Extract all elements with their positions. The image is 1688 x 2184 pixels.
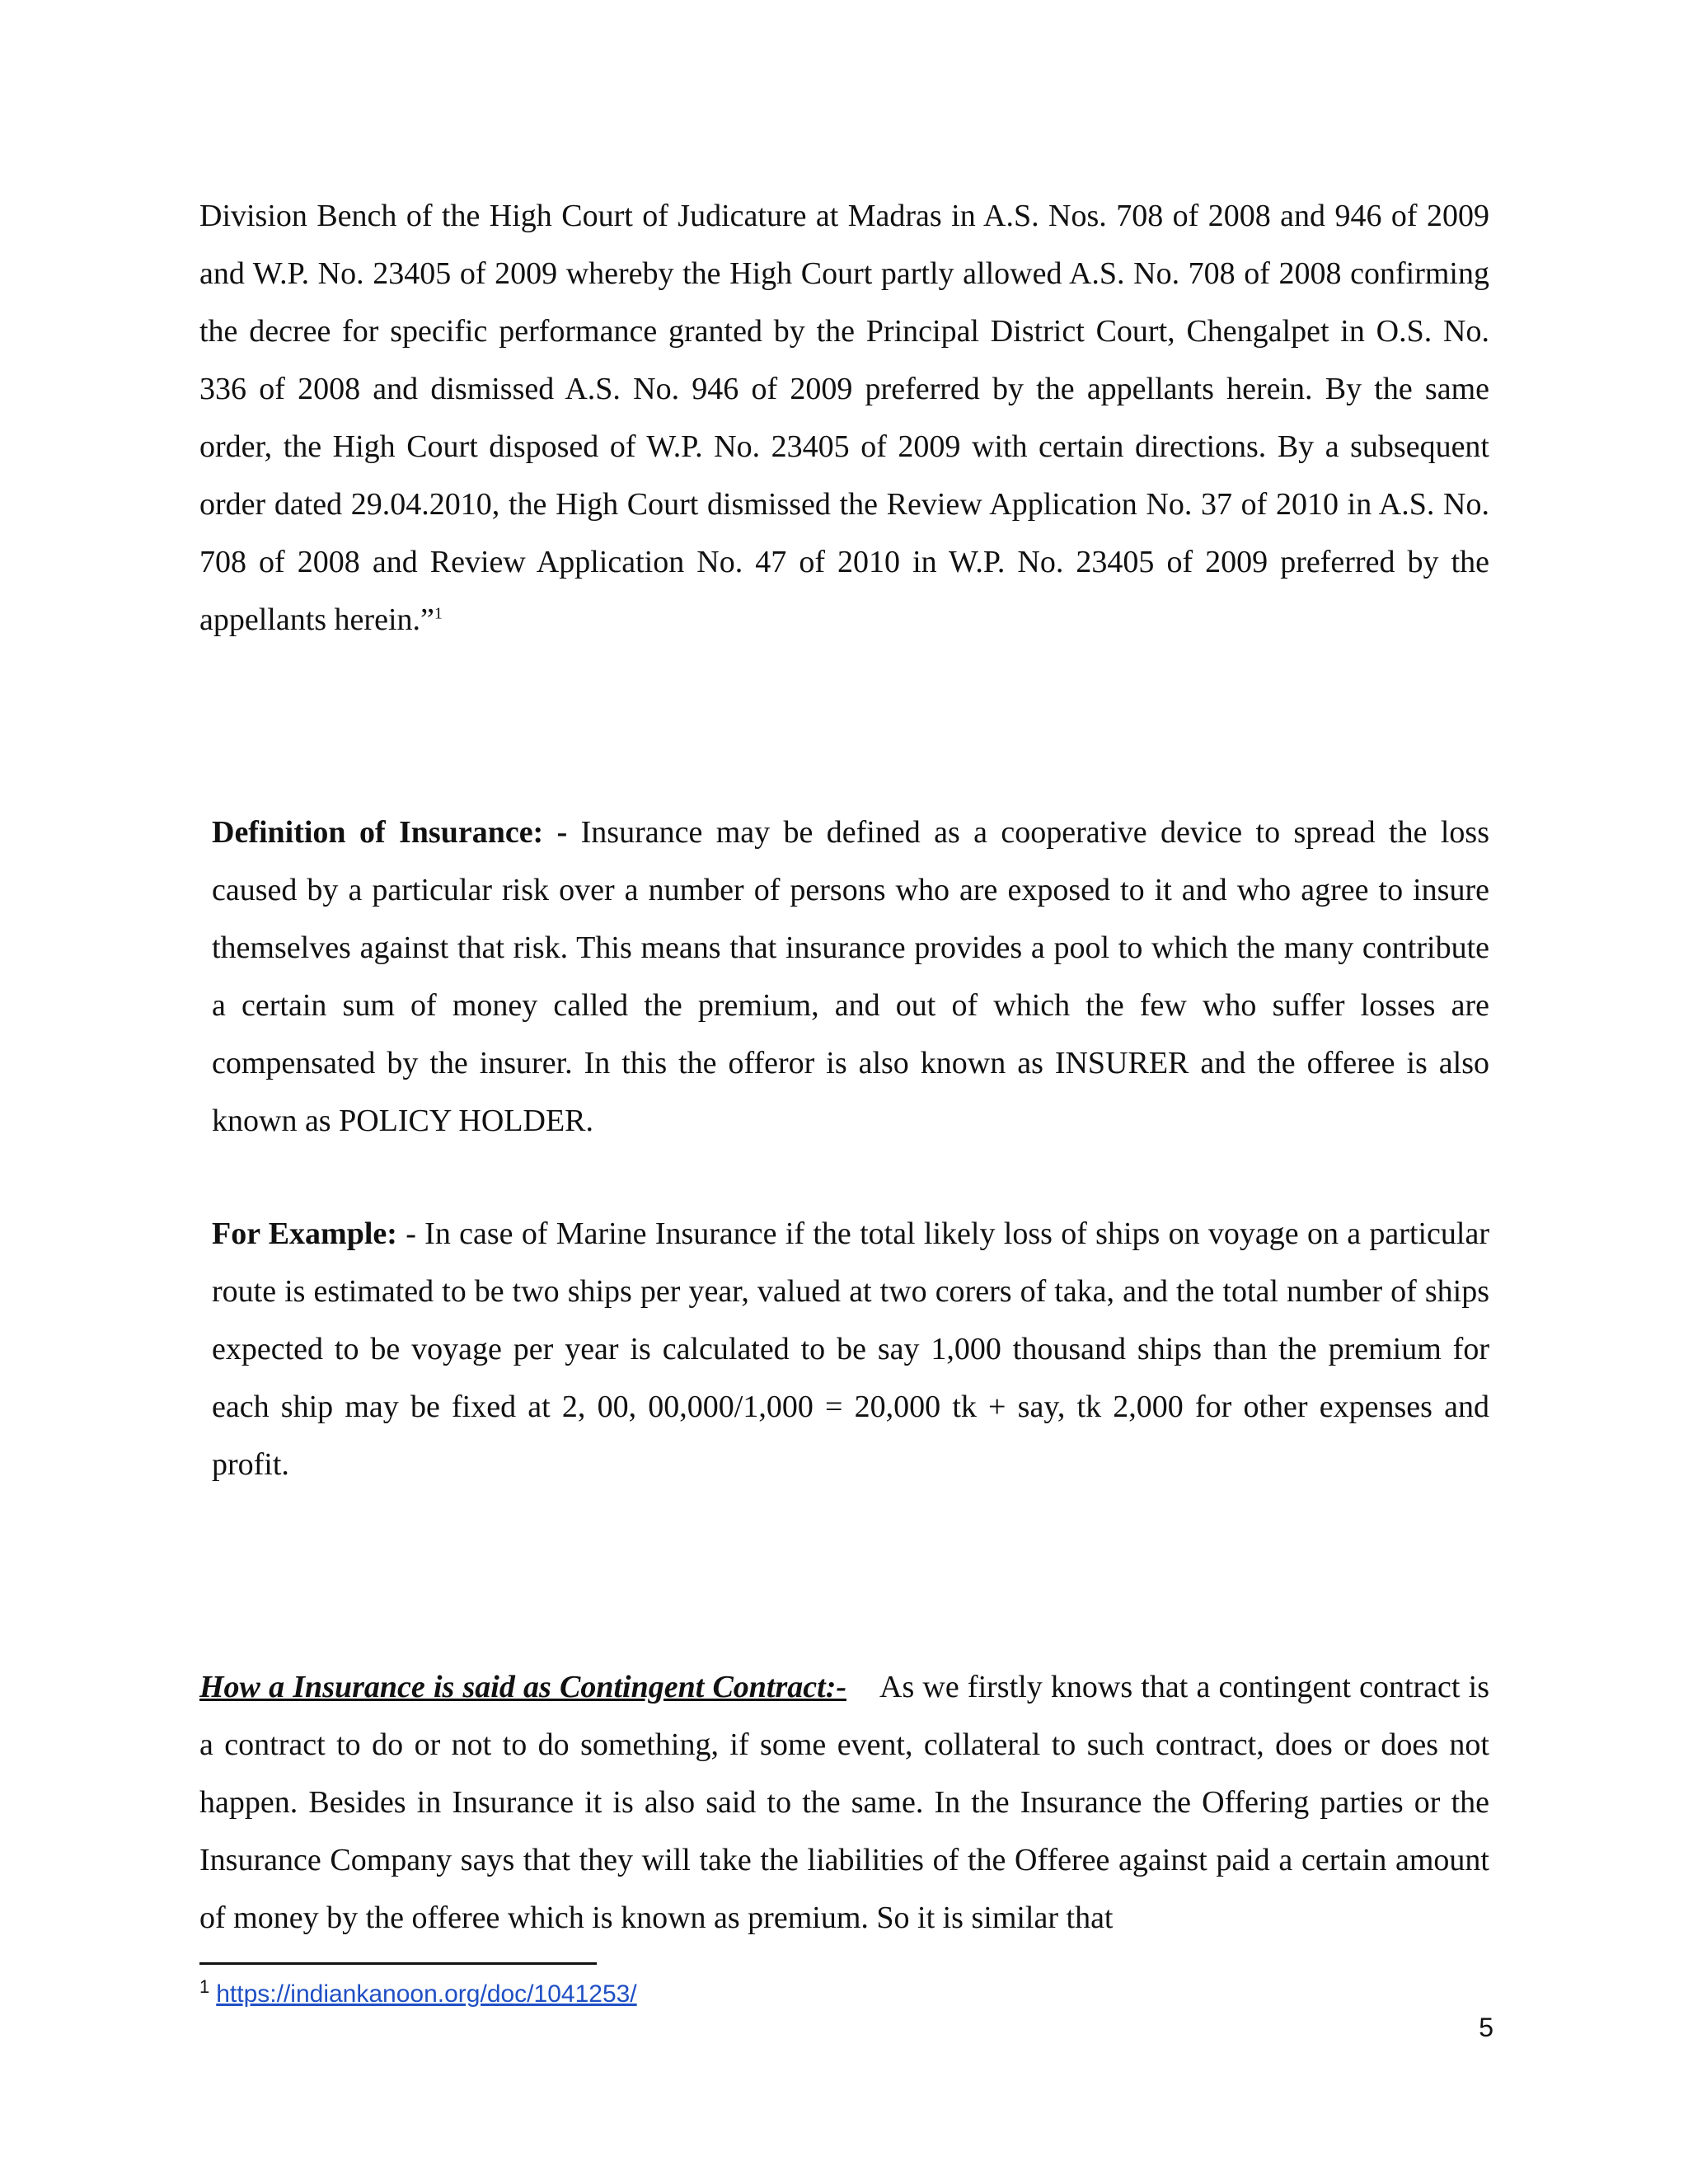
definition-text: Insurance may be defined as a cooperative device to spread the loss caused by a particular risk over a number of persons who are exposed to it and who agree to insure themselves against that risk. This means that insurance provides a pool to which the many contribute a certain sum of money called the premium, and out of which the few who suffer losses are compensated by the insurer. In this the offeror is also known as INSURER and the offeree is also known as POLICY HOLDER. <box>212 815 1489 1138</box>
contingent-paragraph <box>199 1658 1489 1947</box>
definition-paragraph <box>212 804 1489 1150</box>
example-label: For Example: <box>212 1216 397 1251</box>
example-text: - In case of Marine Insurance if the total likely loss of ships on voyage on a particular route is estimated to be two ships per year, valued at two corers of taka, and the total number of ships expected to be voyage per year is calculated to be say 1,000 thousand ships than the premium for each ship may be fixed at 2, 00, 00,000/1,000 = 20,000 tk + say, tk 2,000 for other expenses and profit. <box>212 1216 1490 1482</box>
footnote-reference[interactable]: 1 <box>434 604 443 623</box>
footnote <box>199 1978 637 2011</box>
footnote-separator <box>199 1962 597 1965</box>
definition-label: Definition of Insurance: - <box>212 815 568 850</box>
example-paragraph <box>212 1205 1489 1493</box>
footnote-number: 1 <box>199 1976 210 1997</box>
contingent-heading: How a Insurance is said as Contingent Contract:- <box>199 1670 847 1704</box>
contingent-text: As we firstly knows that a contingent contract is a contract to do or not to do something, if some event, collateral to such contract, does or does not happen. Besides in Insurance it is also said to the same. In the Insurance the Offering parties or the Insurance Company says that they will take the liabilities of the Offeree against paid a certain amount of money by the offeree which is known as premium. So it is similar that <box>199 1670 1489 1935</box>
footnote-link[interactable]: https://indiankanoon.org/doc/1041253/ <box>216 1980 637 2008</box>
intro-paragraph <box>199 187 1489 649</box>
intro-text: Division Bench of the High Court of Judicature at Madras in A.S. Nos. 708 of 2008 and 946 of 2009 and W.P. No. 23405 of 2009 whereby the High Court partly allowed A.S. No. 708 of 2008 confirming the decree for specific performance granted by the Principal District Court, Chengalpet in O.S. No. 336 of 2008 and dismissed A.S. No. 946 of 2009 preferred by the appellants herein. By the same order, the High Court disposed of W.P. No. 23405 of 2009 with certain directions. By a subsequent order dated 29.04.2010, the High Court dismissed the Review Application No. 37 of 2010 in A.S. No. 708 of 2008 and Review Application No. 47 of 2010 in W.P. No. 23405 of 2009 preferred by the appellants herein.” <box>199 199 1489 637</box>
page-number: 5 <box>1479 2013 1493 2042</box>
